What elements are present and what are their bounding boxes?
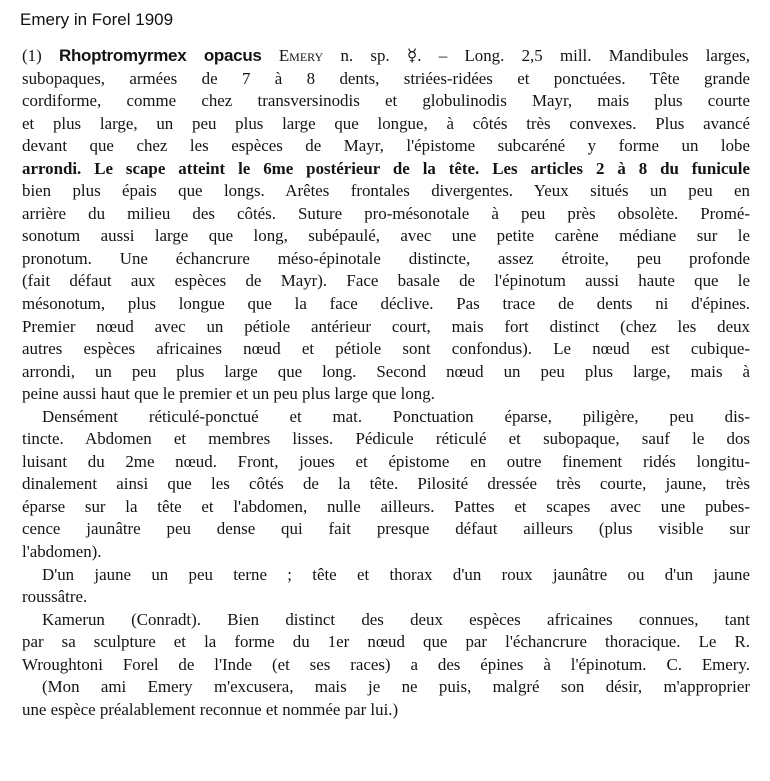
text-line: une espèce préalablement reconnue et nommée par lui.)	[22, 699, 399, 719]
text-line: bien plus épais que longs. Arêtes frontales divergentes. Yeux situés un peu en	[22, 181, 750, 201]
text-line: mésonotum, plus longue que la face déclive. Pas trace de dents ni d'épines.	[22, 294, 750, 314]
paragraph-sculpture	[22, 406, 750, 564]
text-line: tincte. Abdomen et membres lisses. Pédicule réticulé et subopaque, sauf le dos	[22, 429, 750, 449]
text-line: éparse sur la tête et l'abdomen, nulle ailleurs. Pattes et scapes avec une pubes-	[22, 496, 750, 516]
page-caption: Emery in Forel 1909	[20, 10, 174, 29]
paragraph-description	[22, 45, 750, 406]
text-line: arrondi. Le scape atteint le 6me postérieur de la tête. Les articles 2 à 8 du funicule	[22, 158, 750, 178]
text-line: roussâtre.	[22, 587, 88, 607]
paragraph-note	[22, 676, 750, 721]
text-line: l'abdomen).	[22, 542, 102, 562]
species-description	[22, 45, 750, 721]
text-line: et plus large, un peu plus large que longue, à côtés très convexes. Plus avancé	[22, 113, 750, 133]
text-line: cence jaunâtre peu dense qui fait presque défaut ailleurs (plus visible sur	[22, 519, 750, 539]
species-name: Rhoptromyrmex opacus	[58, 46, 262, 65]
text-line: luisant du 2me nœud. Front, joues et épistome en outre finement ridés longitu-	[22, 451, 750, 471]
text-line: devant que chez les espèces de Mayr, l'épistome subcaréné y forme un lobe	[22, 136, 750, 156]
text-line: cordiforme, comme chez transversinodis et globulinodis Mayr, mais plus courte	[22, 91, 750, 111]
text-line: pronotum. Une échancrure méso-épinotale distincte, assez étroite, peu profonde	[22, 248, 750, 268]
text-line: dinalement ainsi que les côtés de la tête. Pilosité dressée très courte, jaune, très	[22, 474, 750, 494]
text-line: D'un jaune un peu terne ; tête et thorax d'un roux jaunâtre ou d'un jaune	[42, 564, 750, 584]
text-line: Densément réticulé-ponctué et mat. Ponctuation éparse, piligère, peu dis-	[42, 406, 750, 426]
text-line: (fait défaut aux espèces de Mayr). Face basale de l'épinotum aussi haute que le	[22, 271, 750, 291]
text-line: peine aussi haut que le premier et un peu plus large que long.	[22, 384, 435, 404]
paragraph-color	[22, 564, 750, 609]
author-name: Emery	[278, 46, 324, 65]
text-line: Premier nœud avec un pétiole antérieur court, mais fort distinct (chez les deux	[22, 316, 750, 336]
paragraph-locality	[22, 609, 750, 677]
text-line: sonotum aussi large que long, subépaulé, avec une petite carène médiane sur le	[22, 226, 750, 246]
text-line: Wroughtoni Forel de l'Inde (et ses races) a des épines à l'épinotum. C. Emery.	[22, 654, 750, 674]
text-line: par sa sculpture et la forme du 1er nœud que par l'échancrure thoracique. Le R.	[22, 632, 750, 652]
text-line: autres espèces africaines nœud et pétiole sont confondus). Le nœud est cubique-	[22, 339, 750, 359]
text-line: subopaques, armées de 7 à 8 dents, striées-ridées et ponctuées. Tête grande	[22, 68, 750, 88]
text-line: arrondi, un peu plus large que long. Second nœud un peu plus large, mais à	[22, 361, 750, 381]
text-line: (Mon ami Emery m'excusera, mais je ne puis, malgré son désir, m'approprier	[42, 677, 750, 697]
text-line: arrière du milieu des côtés. Suture pro-mésonotale à peu près obsolète. Promé-	[22, 203, 750, 223]
text-line: Kamerun (Conradt). Bien distinct des deux espèces africaines connues, tant	[42, 609, 750, 629]
text-line: (1) Rhoptromyrmex opacus Emery n. sp. ☿. – Long. 2,5 mill. Mandibules larges,	[22, 46, 750, 65]
